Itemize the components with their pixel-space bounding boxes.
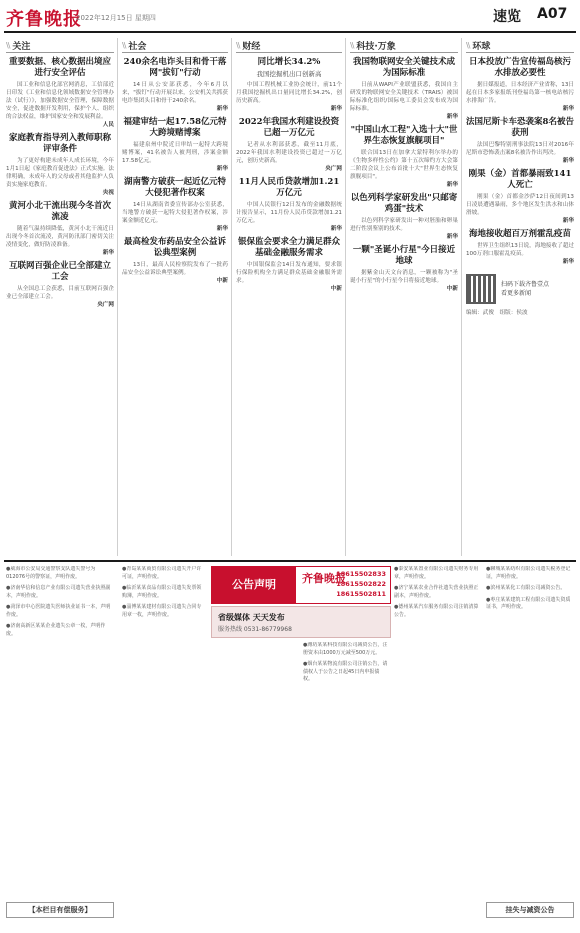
column-heading: \\ 关注	[6, 38, 114, 53]
article-source: 新华	[216, 166, 228, 172]
classified-column	[394, 566, 480, 928]
classified-column	[6, 566, 114, 928]
column-marks-icon: \\	[350, 40, 354, 50]
classified-column	[122, 566, 206, 928]
article-source: 新华	[216, 106, 228, 112]
headline[interactable]: 11月人民币贷款增加1.21万亿元	[238, 177, 340, 198]
issue-date: 2022年12月15日 星期四	[76, 14, 156, 22]
column-divider	[461, 38, 462, 556]
article-body: 日前从WAPI产业联盟获悉，我国自主研发的物联网安全关键技术（TRAIS）被国际标准化组织/国际电工委员会发布成为国际标准。	[350, 82, 458, 112]
masthead	[0, 0, 580, 34]
headline[interactable]: 海地接收超百万剂霍乱疫苗	[468, 229, 571, 239]
notice-item: ●潍坊某某科技有限公司减资公告，注册资本由1000万元减至500万元。	[303, 642, 388, 656]
article-source: 新华	[102, 250, 114, 256]
qr-caption: 扫码下载齐鲁壹点	[501, 281, 550, 288]
column-society	[122, 38, 228, 556]
notice-item: ●威海市公安局交通警察支队遗失警号为012076号的警察证，声明作废。	[6, 566, 96, 580]
headline[interactable]: 重要数据、核心数据出境应进行安全评估	[8, 57, 111, 78]
notice-item: ●泰安某某置业有限公司遗失财务专用章，声明作废。	[394, 566, 479, 580]
headline[interactable]: 240余名电诈头目和骨干落网"拔钉"行动	[123, 57, 227, 78]
column-marks-icon: \\	[466, 40, 470, 50]
notice-item: ●临沂某某食品有限公司遗失发票领购簿，声明作废。	[122, 585, 202, 599]
article-source: 新华	[330, 226, 342, 232]
column-marks-icon: \\	[236, 40, 240, 50]
article-body: 14日从公安部获悉，今年6月以来，"拔钉"行动开展以来，公安机关共抓获电诈集团头目和骨干240余名。	[122, 82, 228, 104]
notice-item: ●烟台某某物流有限公司注销公告，请债权人于公告之日起45日内申报债权。	[303, 661, 388, 682]
section-name: 速览	[493, 9, 521, 25]
masthead-rule	[4, 31, 576, 33]
article-body: 中国人民银行12日发布的金融数据统计报告显示，11月份人民币贷款增加1.21万亿元。	[236, 202, 342, 224]
paid-service-box: 【本栏目有偿服务】	[6, 902, 114, 918]
headline[interactable]: 同比增长34.2%	[257, 57, 321, 67]
article-body: 刚果（金）首都金沙萨12日夜间到13日凌晨遭遇暴雨，多个地区发生洪水和山体滑坡。	[466, 194, 574, 216]
headline[interactable]: 家庭教育指导列入教师职称评审条件	[8, 133, 111, 154]
article-source: 央视	[102, 190, 114, 196]
article-body: 13日，最高人民检察院发布了一批药品安全公益诉讼典型案例。	[122, 262, 228, 276]
column-marks-icon: \\	[122, 40, 126, 50]
article-source: 新华	[446, 234, 458, 240]
article-body: 中国银保监会14日发布通知，要求银行保险机构全力满足群众基础金融服务需求。	[236, 262, 342, 284]
headline[interactable]: 一颗"圣诞小行星"今日接近地球	[352, 245, 456, 266]
page-number: A07	[537, 6, 568, 22]
column-finance	[236, 38, 342, 556]
ad-phone: 18615502822	[336, 580, 386, 588]
headline[interactable]: 最高检发布药品安全公益诉讼典型案例	[123, 237, 226, 258]
article-body: 据日媒报道，日本经济产业省称，13日起在日本多家报纸刊登福岛第一核电站核污水排海广告。	[466, 82, 574, 104]
notice-item: ●济南高新区某某企业遗失公章一枚，声明作废。	[6, 623, 106, 637]
announcement-ad[interactable]	[211, 566, 391, 604]
column-heading: \\ 财经	[236, 38, 342, 53]
headline[interactable]: 湖南警方破获一起近亿元特大侵犯著作权案	[123, 177, 226, 198]
article-source: 新华	[562, 218, 574, 224]
notice-item: ●滨州某某化工有限公司减资公告。	[486, 585, 566, 591]
column-divider	[231, 38, 232, 556]
article-source: 新华	[562, 259, 574, 265]
ad-title: 公告声明	[212, 567, 296, 603]
article-body: 世界卫生组织13日说，海地接收了超过100万剂口服霍乱疫苗。	[466, 243, 574, 257]
column-marks-icon: \\	[6, 40, 10, 50]
article-source: 新华	[330, 106, 342, 112]
headline[interactable]: 以色列科学家研发出"只邮寄鸡蛋"技术	[350, 193, 458, 214]
article-body: 从全国总工会获悉，目前互联网百强企业已全部建立工会。	[6, 286, 114, 300]
article-body: 随着气温持续降低，黄河小北干流近日出现今冬首次流凌，黄河防汛部门密切关注凌情变化，做好防凌准备。	[6, 226, 114, 248]
column-heading: \\ 环球	[466, 38, 574, 53]
classified-column	[303, 642, 389, 928]
column-heading: \\ 社会	[122, 38, 228, 53]
article-body: 据紫金山天文台消息，一颗被称为"圣诞小行星"的小行星今日将接近地球。	[350, 270, 458, 284]
article-source: 新华	[446, 114, 458, 120]
headline[interactable]: 日本投放广告宣传福岛核污水排放必要性	[468, 57, 571, 78]
ad-brand: 齐鲁晚报	[302, 572, 346, 585]
notice-item: ●德州某某汽车服务有限公司注销清算公告。	[394, 604, 479, 618]
article-body: 以色列科学家研发出一种对胚胎和卵巢进行性别鉴别的技术。	[350, 218, 458, 232]
subheadline: 我国挖掘机出口创新高	[256, 70, 322, 78]
notice-item: ●菏泽市中心医院遗失医师执业证书一本，声明作废。	[6, 604, 111, 618]
notice-item: ●聊城某某纺织有限公司遗失税务登记证，声明作废。	[486, 566, 571, 580]
column-focus	[6, 38, 114, 556]
headline[interactable]: 互联网百强企业已全部建立工会	[8, 261, 111, 282]
notice-item: ●青岛某某商贸有限公司遗失开户许可证，声明作废。	[122, 566, 202, 580]
article-body: 国工业和信息化部官网消息，工信部近日印发《工业和信息化领域数据安全管理办法（试行）》，加强数据安全管理，保障数据安全，促进数据开发利用，保护个人、组织的合法权益，维护国家安全和发展利益。	[6, 82, 114, 120]
article-body: 法国巴黎特别刑事法院13日对2016年尼斯市恐怖袭击案8名被告作出判决。	[466, 142, 574, 156]
qr-code-icon[interactable]	[466, 274, 496, 304]
notice-item: ●淄博某某建材有限公司遗失合同专用章一枚，声明作废。	[122, 604, 202, 618]
headline[interactable]: 银保监会要求全力满足群众基础金融服务需求	[237, 237, 340, 258]
headline[interactable]: 2022年我国水利建设投资已超一万亿元	[238, 117, 340, 138]
headline[interactable]: 黄河小北干流出现今冬首次流凌	[8, 201, 111, 222]
editor-credits: 编辑：武俊 组版：侯波	[466, 310, 528, 316]
newspaper-logo: 齐鲁晚报	[6, 9, 82, 30]
service-phone: 服务热线 0531-86779968	[218, 626, 292, 633]
article-source: 新华	[216, 226, 228, 232]
qr-subcaption: 看更多新闻	[501, 290, 532, 297]
service-banner[interactable]	[211, 606, 391, 638]
article-body: 联合国13日在加拿大蒙特利尔举办的《生物多样性公约》第十五次缔约方大会第二阶段会议上公布首批十大"世界生态恢复旗舰项目"。	[350, 150, 458, 180]
notice-item: ●济南华信和信息产业有限公司遗失营业执照副本，声明作废。	[6, 585, 111, 599]
article-source: 新华	[446, 182, 458, 188]
article-source: 新华	[562, 106, 574, 112]
headline[interactable]: 刚果（金）首都暴雨致141人死亡	[468, 169, 572, 190]
ad-phones	[332, 569, 386, 599]
notice-item: ●枣庄某某建筑工程有限公司遗失资质证书，声明作废。	[486, 596, 571, 610]
column-tech	[350, 38, 458, 556]
headline[interactable]: 福建审结一起17.58亿元特大跨境赌博案	[123, 117, 227, 138]
headline[interactable]: 我国物联网安全关键技术成为国际标准	[352, 57, 455, 78]
article-body: 中国工程机械工业协会统计，前11个月我国挖掘机出口量同比增长34.2%，创历史新高。	[236, 82, 342, 104]
article-body: 福建泉州中院近日审结一起特大跨境赌博案，41名被告人被判刑，涉案金额17.58亿元。	[122, 142, 228, 164]
headline[interactable]: "中国山水工程"入选十大"世界生态恢复旗舰项目"	[350, 125, 458, 146]
article-source: 人民	[102, 122, 114, 128]
classifieds-rule	[4, 560, 576, 562]
article-source: 中新	[446, 286, 458, 292]
classified-column	[486, 566, 574, 928]
ad-phone: 18615502811	[336, 590, 386, 598]
notice-box: 挂失与减资公告	[486, 902, 574, 918]
column-divider	[117, 38, 118, 556]
article-body: 为了更好构建未成年人成长环境，今年1月1日起《家庭教育促进法》正式实施。法律明确，未成年人的父母或者其他监护人负责实施家庭教育。	[6, 158, 114, 188]
notice-item: ●济宁某某农业合作社遗失营业执照正副本，声明作废。	[394, 585, 479, 599]
article-body: 记者从水利部获悉，截至11月底，2022年我国水利建设投资已超过一万亿元，创历史新高。	[236, 142, 342, 164]
column-heading: \\ 科技·万象	[350, 38, 458, 53]
column-divider	[345, 38, 346, 556]
ad-phone: 18615502833	[336, 570, 386, 578]
column-world	[466, 38, 574, 556]
headline[interactable]: 法国尼斯卡车恐袭案8名被告获刑	[466, 117, 574, 138]
article-source: 央广网	[325, 166, 342, 172]
article-body: 14日从湖南省委宣传部办公室获悉，当地警方破获一起特大侵犯著作权案，涉案金额近亿元。	[122, 202, 228, 224]
article-source: 中新	[216, 278, 228, 284]
qr-block[interactable]	[466, 274, 574, 304]
article-source: 央广网	[97, 302, 114, 308]
service-title: 省级媒体 天天发布	[218, 613, 285, 622]
article-source: 新华	[562, 158, 574, 164]
article-source: 中新	[330, 286, 342, 292]
